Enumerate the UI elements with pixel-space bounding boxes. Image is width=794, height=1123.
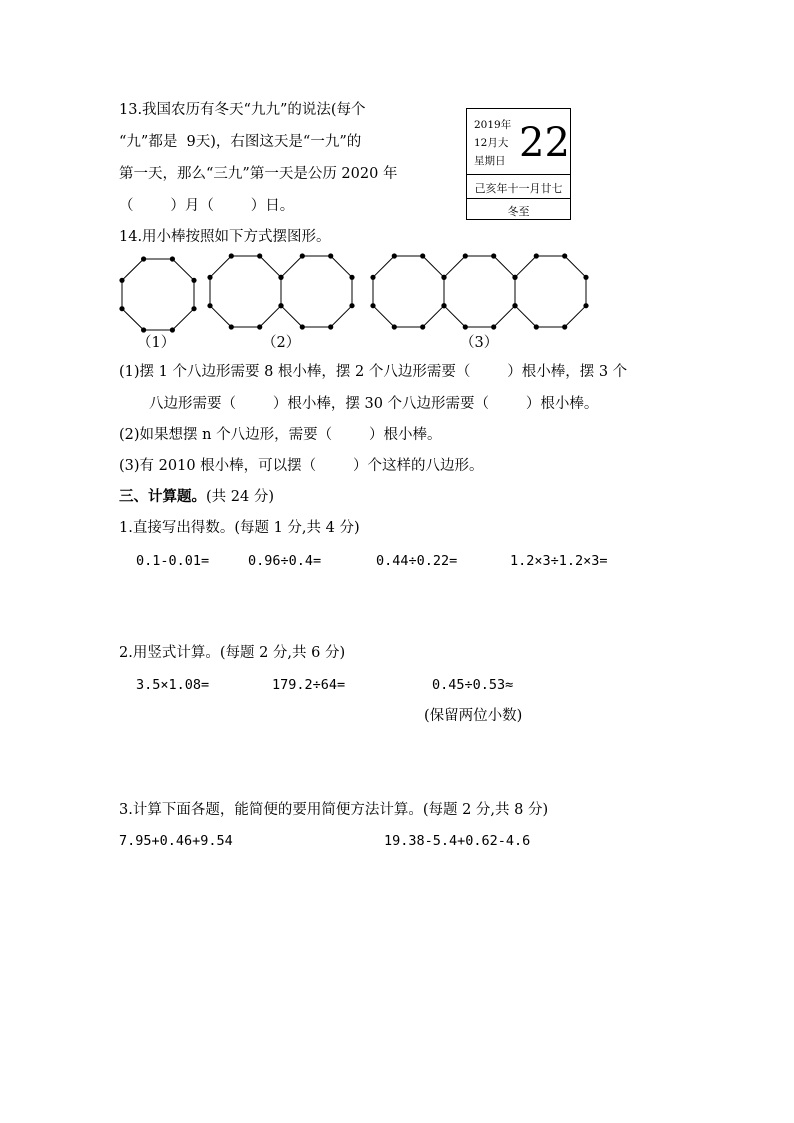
stick-joint-dot [257,324,262,329]
stick-joint-dot [370,303,375,308]
q14-title: 14.用小棒按照如下方式摆图形。 [119,229,331,245]
figure-label-2: （2） [262,335,301,351]
stick-joint-dot [392,253,397,258]
stick-joint-dot [191,306,196,311]
stick-joint-dot [141,327,146,332]
stick-joint-dot [141,256,146,261]
stick-joint-dot [392,324,397,329]
octagon-figure-2-shape-1 [210,256,281,327]
calc1-item-2: 0.96÷0.4= [248,553,322,569]
stick-joint-dot [491,253,496,258]
calendar-day: 22 [519,120,570,166]
stick-joint-dot [191,278,196,283]
stick-joint-dot [441,303,446,308]
stick-joint-dot [349,275,354,280]
section3-points: (共 24 分) [206,489,274,505]
stick-joint-dot [207,275,212,280]
q13-line-3: 第一天，那么“三九”第一天是公历 2020 年 [119,166,398,182]
stick-joint-dot [583,275,588,280]
calc2-item-1: 3.5×1.08= [136,677,210,693]
calc3-item-1: 7.95+0.46+9.54 [119,833,233,849]
stick-joint-dot [170,327,175,332]
stick-joint-dot [170,256,175,261]
stick-joint-dot [562,253,567,258]
stick-joint-dot [328,324,333,329]
stick-joint-dot [300,253,305,258]
calc1-item-4: 1.2×3÷1.2×3= [510,553,608,569]
stick-joint-dot [119,306,124,311]
stick-joint-dot [420,324,425,329]
calendar-weekday: 星期日 [474,155,506,167]
section3-title: 三、计算题。 [119,488,206,505]
q13-line-1: 13.我国农历有冬天“九九”的说法(每个 [119,102,366,118]
q14-part3: (3)有 2010 根小棒，可以摆（ ）个这样的八边形。 [119,458,484,474]
calc3-title: 3.计算下面各题，能简便的要用简便方法计算。(每题 2 分,共 8 分) [119,802,549,818]
q14-part1-line1: (1)摆 1 个八边形需要 8 根小棒，摆 2 个八边形需要（ ）根小棒，摆 3 个 [119,364,628,380]
octagon-figure-2-shape-2 [281,256,352,327]
stick-joint-dot [534,253,539,258]
stick-joint-dot [278,275,283,280]
stick-joint-dot [300,324,305,329]
figure-label-1: （1） [137,335,176,351]
octagon-figure-3-shape-3 [515,256,586,327]
stick-joint-dot [463,253,468,258]
stick-joint-dot [119,278,124,283]
stick-joint-dot [583,303,588,308]
stick-joint-dot [534,324,539,329]
calc1-item-1: 0.1-0.01= [136,553,210,569]
stick-joint-dot [562,324,567,329]
stick-joint-dot [512,275,517,280]
q13-line-2: “九”都是 9天)，右图这天是“一九”的 [119,134,362,150]
stick-joint-dot [328,253,333,258]
stick-joint-dot [491,324,496,329]
calendar-lunar-date: 己亥年十一月廿七 [474,182,563,195]
calc2-item-3: 0.45÷0.53≈ [432,677,514,693]
q14-part2: (2)如果想摆 n 个八边形，需要（ ）根小棒。 [119,427,442,443]
calendar-solar-term: 冬至 [507,205,530,218]
stick-joint-dot [512,303,517,308]
figure-label-3: （3） [460,335,499,351]
calc2-title: 2.用竖式计算。(每题 2 分,共 6 分) [119,645,346,661]
stick-joint-dot [229,324,234,329]
q14-part1-line2: 八边形需要（ ）根小棒，摆 30 个八边形需要（ ）根小棒。 [149,396,599,412]
section3-heading [119,488,274,506]
calendar-month: 12月大 [474,137,509,149]
octagon-figure-3-shape-2 [444,256,515,327]
octagon-figure-1-shape-1 [122,259,194,330]
calc2-item-2: 179.2÷64= [272,677,346,693]
stick-joint-dot [207,303,212,308]
stick-joint-dot [370,275,375,280]
calc1-item-3: 0.44÷0.22= [376,553,458,569]
stick-joint-dot [349,303,354,308]
calc3-item-2: 19.38-5.4+0.62-4.6 [384,833,531,849]
stick-joint-dot [278,303,283,308]
stick-joint-dot [420,253,425,258]
calc2-note: (保留两位小数) [424,708,523,724]
calc1-title: 1.直接写出得数。(每题 1 分,共 4 分) [119,520,360,536]
stick-joint-dot [441,275,446,280]
stick-joint-dot [229,253,234,258]
stick-joint-dot [463,324,468,329]
q13-line-4: （ ）月（ ）日。 [119,198,295,214]
octagon-figure-3-shape-1 [373,256,444,327]
calendar-year: 2019年 [474,119,512,131]
stick-joint-dot [257,253,262,258]
